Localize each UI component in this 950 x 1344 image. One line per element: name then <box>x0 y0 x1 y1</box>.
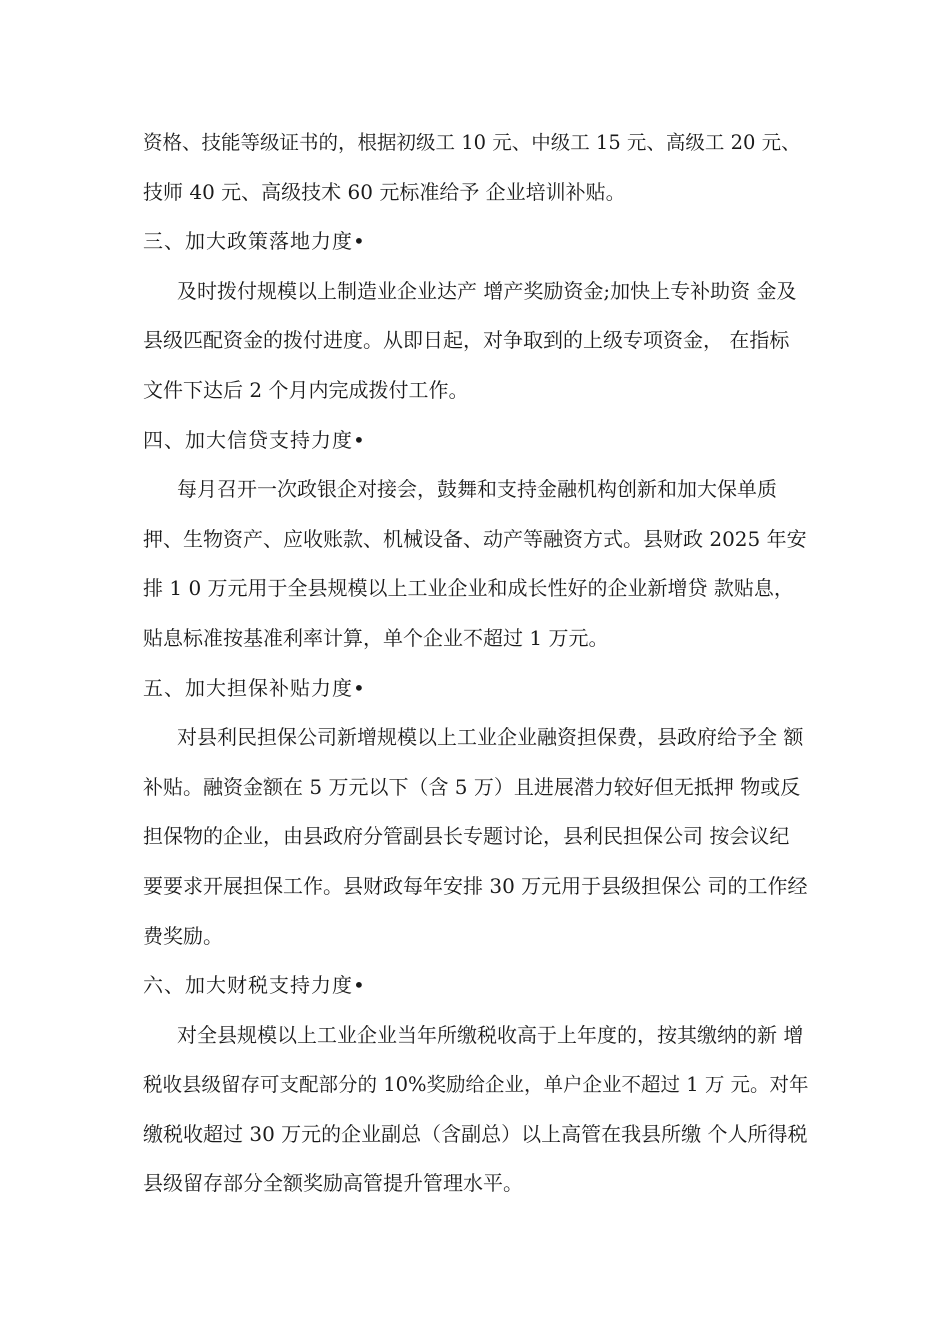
text-line: 对全县规模以上工业企业当年所缴税收高于上年度的，按其缴纳的新 增 <box>177 1022 804 1047</box>
text-line: 缴税收超过 30 万元的企业副总（含副总）以上高管在我县所缴 个人所得税 <box>143 1121 808 1146</box>
text-line: 补贴。融资金额在 5 万元以下（含 5 万）且进展潜力较好但无抵押 物或反 <box>143 774 801 799</box>
text-line: 要要求开展担保工作。县财政每年安排 30 万元用于县级担保公 司的工作经 <box>143 873 808 898</box>
text-line: 贴息标准按基准利率计算，单个企业不超过 1 万元。 <box>143 625 609 650</box>
text-line: 税收县级留存可支配部分的 10%奖励给企业，单户企业不超过 1 万 元。对年 <box>143 1073 809 1097</box>
section-heading: 三、加大政策落地力度• <box>143 229 366 254</box>
section-heading: 五、加大担保补贴力度• <box>143 675 366 700</box>
section-heading: 六、加大财税支持力度• <box>143 973 366 998</box>
text-line: 押、生物资产、应收账款、机械设备、动产等融资方式。县财政 2025 年安 <box>143 526 807 551</box>
text-line: 排 1 0 万元用于全县规模以上工业企业和成长性好的企业新增贷 款贴息， <box>143 576 794 601</box>
section-heading: 四、加大信贷支持力度• <box>143 427 366 452</box>
document-page <box>143 118 815 1209</box>
text-line: 对县利民担保公司新增规模以上工业企业融资担保费，县政府给予全 额 <box>177 725 804 750</box>
text-line: 文件下达后 2 个月内完成拨付工作。 <box>143 377 469 402</box>
text-line: 县级留存部分全额奖励高管提升管理水平。 <box>143 1171 523 1196</box>
text-line: 费奖励。 <box>143 923 223 948</box>
text-line: 及时拨付规模以上制造业企业达产 增产奖励资金;加快上专补助资 金及 <box>177 278 797 303</box>
text-line: 技师 40 元、高级技术 60 元标准给予 企业培训补贴。 <box>143 179 626 204</box>
text-line: 每月召开一次政银企对接会，鼓舞和支持金融机构创新和加大保单质 <box>177 477 777 502</box>
text-line: 资格、技能等级证书的，根据初级工 10 元、中级工 15 元、高级工 20 元、 <box>143 131 801 154</box>
text-line: 担保物的企业，由县政府分管副县长专题讨论，县利民担保公司 按会议纪 <box>143 824 790 849</box>
text-line: 县级匹配资金的拨付进度。从即日起，对争取到的上级专项资金， 在指标 <box>143 328 790 353</box>
